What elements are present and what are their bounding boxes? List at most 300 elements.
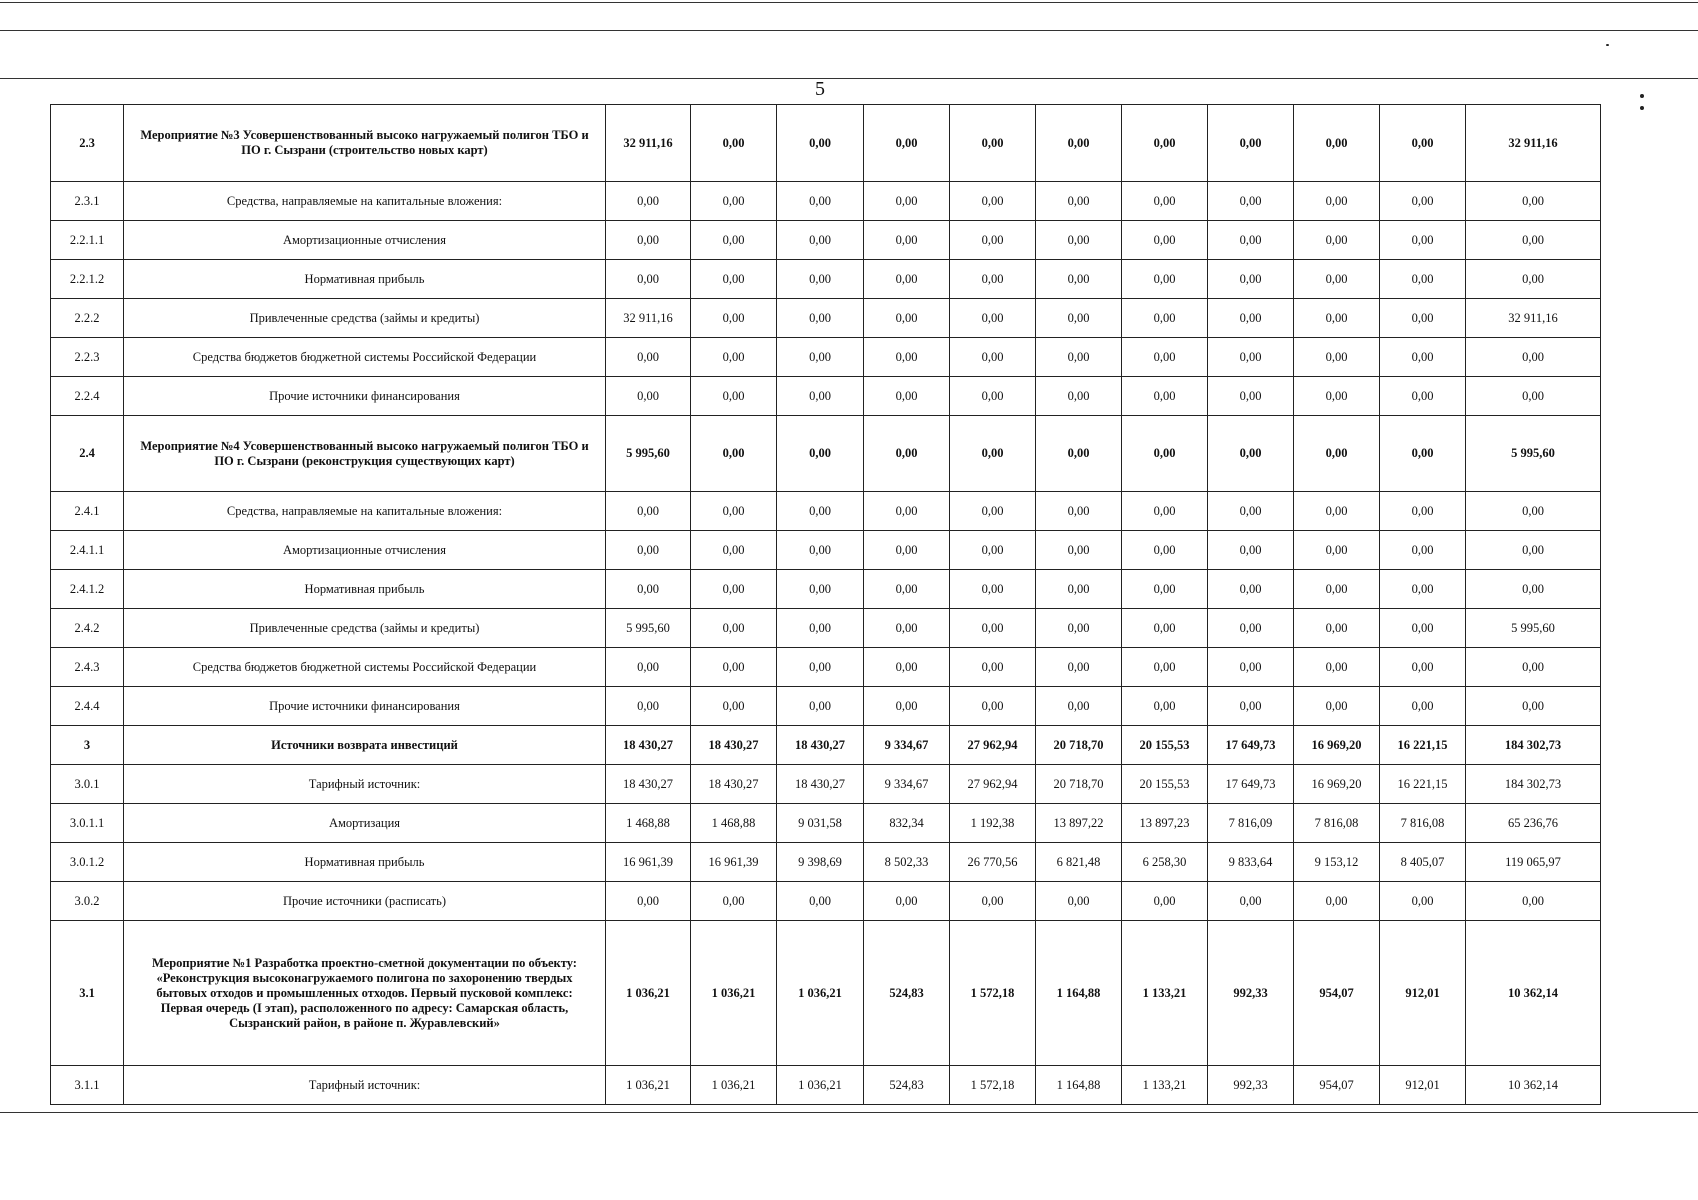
row-value: 5 995,60 [606, 416, 691, 492]
row-total-value: 32 911,16 [1466, 299, 1601, 338]
row-value: 0,00 [1122, 492, 1208, 531]
row-value: 0,00 [1294, 882, 1380, 921]
row-value: 0,00 [606, 221, 691, 260]
table-row [51, 531, 1601, 570]
row-value: 0,00 [606, 338, 691, 377]
row-value: 0,00 [1294, 570, 1380, 609]
row-total-value: 0,00 [1466, 687, 1601, 726]
row-code: 2.4.1.2 [51, 570, 124, 609]
row-value: 1 164,88 [1036, 921, 1122, 1066]
row-value: 0,00 [777, 609, 864, 648]
row-value: 0,00 [691, 299, 777, 338]
row-value: 0,00 [1036, 882, 1122, 921]
row-value: 0,00 [1380, 377, 1466, 416]
row-value: 0,00 [1208, 531, 1294, 570]
row-value: 0,00 [864, 648, 950, 687]
row-value: 0,00 [606, 882, 691, 921]
row-value: 0,00 [1294, 182, 1380, 221]
row-name: Средства бюджетов бюджетной системы Российской Федерации [124, 648, 606, 687]
row-value: 0,00 [1036, 338, 1122, 377]
row-name: Нормативная прибыль [124, 843, 606, 882]
row-value: 0,00 [1036, 492, 1122, 531]
row-value: 0,00 [1294, 687, 1380, 726]
row-total-value: 184 302,73 [1466, 726, 1601, 765]
row-name: Привлеченные средства (займы и кредиты) [124, 609, 606, 648]
row-value: 1 192,38 [950, 804, 1036, 843]
row-value: 1 133,21 [1122, 1066, 1208, 1105]
row-value: 0,00 [950, 299, 1036, 338]
row-value: 1 036,21 [777, 921, 864, 1066]
row-value: 0,00 [691, 648, 777, 687]
table-row [51, 299, 1601, 338]
row-value: 0,00 [950, 416, 1036, 492]
row-value: 0,00 [777, 377, 864, 416]
row-total-value: 5 995,60 [1466, 416, 1601, 492]
row-value: 0,00 [950, 221, 1036, 260]
row-value: 0,00 [1380, 299, 1466, 338]
row-total-value: 32 911,16 [1466, 105, 1601, 182]
table-row [51, 804, 1601, 843]
row-total-value: 0,00 [1466, 570, 1601, 609]
table-row [51, 687, 1601, 726]
row-name: Средства бюджетов бюджетной системы Российской Федерации [124, 338, 606, 377]
row-value: 0,00 [606, 377, 691, 416]
row-name: Прочие источники финансирования [124, 687, 606, 726]
row-value: 0,00 [1294, 609, 1380, 648]
row-name: Амортизация [124, 804, 606, 843]
row-value: 0,00 [777, 338, 864, 377]
row-value: 17 649,73 [1208, 765, 1294, 804]
row-value: 8 502,33 [864, 843, 950, 882]
row-total-value: 10 362,14 [1466, 1066, 1601, 1105]
row-value: 912,01 [1380, 1066, 1466, 1105]
table-row [51, 765, 1601, 804]
row-value: 0,00 [691, 570, 777, 609]
row-code: 2.4.2 [51, 609, 124, 648]
row-code: 2.3 [51, 105, 124, 182]
row-value: 0,00 [950, 338, 1036, 377]
table-row [51, 882, 1601, 921]
row-value: 0,00 [691, 492, 777, 531]
row-value: 0,00 [1208, 377, 1294, 416]
row-total-value: 5 995,60 [1466, 609, 1601, 648]
row-code: 2.2.3 [51, 338, 124, 377]
row-value: 0,00 [1122, 609, 1208, 648]
row-value: 0,00 [1036, 687, 1122, 726]
row-value: 0,00 [1208, 492, 1294, 531]
row-value: 992,33 [1208, 921, 1294, 1066]
row-value: 0,00 [950, 105, 1036, 182]
row-code: 2.4.1 [51, 492, 124, 531]
table-row [51, 377, 1601, 416]
row-value: 0,00 [777, 299, 864, 338]
row-value: 0,00 [864, 609, 950, 648]
table-row [51, 648, 1601, 687]
row-code: 2.4 [51, 416, 124, 492]
scan-speck [1606, 44, 1609, 46]
row-value: 0,00 [1122, 377, 1208, 416]
row-value: 0,00 [691, 609, 777, 648]
row-value: 954,07 [1294, 1066, 1380, 1105]
row-value: 6 821,48 [1036, 843, 1122, 882]
row-value: 16 961,39 [606, 843, 691, 882]
row-name: Средства, направляемые на капитальные вложения: [124, 182, 606, 221]
row-value: 0,00 [1122, 182, 1208, 221]
row-name: Тарифный источник: [124, 1066, 606, 1105]
row-value: 0,00 [606, 260, 691, 299]
row-value: 0,00 [950, 260, 1036, 299]
row-name: Средства, направляемые на капитальные вложения: [124, 492, 606, 531]
row-value: 0,00 [1294, 338, 1380, 377]
row-value: 0,00 [864, 882, 950, 921]
scan-speck [1640, 94, 1644, 98]
row-value: 0,00 [1294, 299, 1380, 338]
row-value: 1 036,21 [777, 1066, 864, 1105]
row-value: 27 962,94 [950, 726, 1036, 765]
row-value: 1 036,21 [691, 921, 777, 1066]
row-name: Мероприятие №3 Усовершенствованный высоко нагружаемый полигон ТБО и ПО г. Сызрани (строительство новых карт) [124, 105, 606, 182]
row-value: 0,00 [1122, 416, 1208, 492]
row-value: 0,00 [950, 492, 1036, 531]
row-value: 0,00 [691, 531, 777, 570]
row-value: 0,00 [1208, 299, 1294, 338]
row-name: Источники возврата инвестиций [124, 726, 606, 765]
row-code: 2.2.1.2 [51, 260, 124, 299]
row-name: Прочие источники (расписать) [124, 882, 606, 921]
row-value: 13 897,23 [1122, 804, 1208, 843]
row-code: 3 [51, 726, 124, 765]
table-row [51, 570, 1601, 609]
row-value: 0,00 [606, 648, 691, 687]
row-value: 0,00 [950, 182, 1036, 221]
table-row [51, 843, 1601, 882]
row-value: 0,00 [1380, 687, 1466, 726]
row-value: 13 897,22 [1036, 804, 1122, 843]
row-value: 0,00 [1122, 260, 1208, 299]
row-value: 0,00 [1208, 687, 1294, 726]
row-value: 0,00 [1122, 648, 1208, 687]
row-value: 0,00 [1036, 416, 1122, 492]
row-value: 1 164,88 [1036, 1066, 1122, 1105]
row-value: 17 649,73 [1208, 726, 1294, 765]
row-value: 0,00 [1294, 260, 1380, 299]
row-value: 16 221,15 [1380, 765, 1466, 804]
row-value: 18 430,27 [691, 765, 777, 804]
row-total-value: 0,00 [1466, 648, 1601, 687]
page-number: 5 [815, 78, 825, 100]
row-value: 0,00 [950, 648, 1036, 687]
row-name: Мероприятие №4 Усовершенствованный высоко нагружаемый полигон ТБО и ПО г. Сызрани (реконструкция существующих карт) [124, 416, 606, 492]
row-value: 18 430,27 [606, 765, 691, 804]
row-value: 16 969,20 [1294, 765, 1380, 804]
row-value: 0,00 [1122, 570, 1208, 609]
row-value: 0,00 [950, 377, 1036, 416]
row-value: 1 468,88 [691, 804, 777, 843]
row-value: 0,00 [1036, 609, 1122, 648]
row-value: 0,00 [950, 687, 1036, 726]
row-value: 0,00 [1294, 416, 1380, 492]
row-total-value: 119 065,97 [1466, 843, 1601, 882]
row-value: 26 770,56 [950, 843, 1036, 882]
row-value: 1 572,18 [950, 1066, 1036, 1105]
row-value: 0,00 [606, 182, 691, 221]
row-value: 524,83 [864, 921, 950, 1066]
row-total-value: 0,00 [1466, 377, 1601, 416]
row-value: 0,00 [1208, 609, 1294, 648]
row-value: 20 718,70 [1036, 726, 1122, 765]
row-value: 1 036,21 [606, 1066, 691, 1105]
row-value: 0,00 [691, 416, 777, 492]
row-value: 20 155,53 [1122, 765, 1208, 804]
row-total-value: 0,00 [1466, 260, 1601, 299]
row-value: 0,00 [1380, 221, 1466, 260]
row-value: 0,00 [1036, 377, 1122, 416]
row-value: 0,00 [1036, 531, 1122, 570]
row-code: 3.0.1 [51, 765, 124, 804]
table-row [51, 416, 1601, 492]
row-value: 0,00 [864, 221, 950, 260]
table-row [51, 221, 1601, 260]
row-value: 0,00 [1380, 338, 1466, 377]
row-value: 0,00 [777, 882, 864, 921]
row-value: 0,00 [1294, 492, 1380, 531]
row-value: 9 153,12 [1294, 843, 1380, 882]
row-code: 2.4.4 [51, 687, 124, 726]
row-value: 0,00 [1380, 492, 1466, 531]
row-value: 18 430,27 [777, 726, 864, 765]
row-code: 2.4.3 [51, 648, 124, 687]
row-value: 0,00 [1208, 260, 1294, 299]
row-code: 3.1.1 [51, 1066, 124, 1105]
row-value: 0,00 [950, 882, 1036, 921]
row-value: 0,00 [1208, 182, 1294, 221]
row-value: 0,00 [1208, 338, 1294, 377]
bottom-rule [0, 1112, 1698, 1113]
row-name: Нормативная прибыль [124, 260, 606, 299]
row-value: 0,00 [1122, 882, 1208, 921]
row-value: 992,33 [1208, 1066, 1294, 1105]
row-value: 0,00 [864, 260, 950, 299]
row-value: 7 816,09 [1208, 804, 1294, 843]
row-value: 0,00 [1036, 105, 1122, 182]
row-value: 9 031,58 [777, 804, 864, 843]
row-value: 0,00 [1294, 377, 1380, 416]
table-row [51, 609, 1601, 648]
row-value: 32 911,16 [606, 299, 691, 338]
header-rule [0, 78, 1698, 79]
row-value: 0,00 [1294, 221, 1380, 260]
table-row [51, 182, 1601, 221]
row-total-value: 0,00 [1466, 182, 1601, 221]
row-value: 0,00 [950, 570, 1036, 609]
row-code: 2.2.2 [51, 299, 124, 338]
row-total-value: 0,00 [1466, 221, 1601, 260]
row-value: 0,00 [777, 105, 864, 182]
table-row [51, 726, 1601, 765]
row-value: 0,00 [1380, 531, 1466, 570]
row-total-value: 0,00 [1466, 882, 1601, 921]
row-total-value: 0,00 [1466, 492, 1601, 531]
row-code: 3.0.1.1 [51, 804, 124, 843]
table-row [51, 1066, 1601, 1105]
table-row [51, 105, 1601, 182]
row-value: 0,00 [1122, 221, 1208, 260]
row-value: 1 468,88 [606, 804, 691, 843]
row-value: 0,00 [1294, 531, 1380, 570]
row-value: 0,00 [777, 492, 864, 531]
row-value: 0,00 [1036, 299, 1122, 338]
row-value: 0,00 [1122, 338, 1208, 377]
row-name: Тарифный источник: [124, 765, 606, 804]
row-value: 0,00 [691, 687, 777, 726]
row-total-value: 184 302,73 [1466, 765, 1601, 804]
row-name: Амортизационные отчисления [124, 221, 606, 260]
row-value: 9 398,69 [777, 843, 864, 882]
row-value: 0,00 [864, 105, 950, 182]
row-value: 0,00 [606, 531, 691, 570]
row-value: 0,00 [777, 570, 864, 609]
row-value: 0,00 [864, 299, 950, 338]
row-value: 0,00 [1122, 299, 1208, 338]
row-value: 0,00 [950, 531, 1036, 570]
row-value: 0,00 [1122, 105, 1208, 182]
row-value: 0,00 [777, 687, 864, 726]
row-value: 524,83 [864, 1066, 950, 1105]
row-value: 0,00 [1208, 416, 1294, 492]
row-value: 7 816,08 [1380, 804, 1466, 843]
row-value: 0,00 [864, 338, 950, 377]
row-value: 0,00 [864, 687, 950, 726]
row-value: 0,00 [864, 416, 950, 492]
row-value: 0,00 [777, 260, 864, 299]
table-row [51, 492, 1601, 531]
row-value: 0,00 [691, 221, 777, 260]
row-value: 0,00 [1380, 182, 1466, 221]
row-value: 1 133,21 [1122, 921, 1208, 1066]
row-value: 32 911,16 [606, 105, 691, 182]
row-value: 832,34 [864, 804, 950, 843]
row-code: 2.2.1.1 [51, 221, 124, 260]
table-row [51, 260, 1601, 299]
row-total-value: 0,00 [1466, 338, 1601, 377]
row-value: 0,00 [1208, 221, 1294, 260]
row-value: 0,00 [1380, 648, 1466, 687]
row-code: 2.4.1.1 [51, 531, 124, 570]
row-value: 18 430,27 [606, 726, 691, 765]
row-value: 0,00 [691, 105, 777, 182]
row-value: 1 572,18 [950, 921, 1036, 1066]
row-value: 0,00 [1208, 570, 1294, 609]
row-value: 20 718,70 [1036, 765, 1122, 804]
row-value: 0,00 [606, 492, 691, 531]
row-code: 2.3.1 [51, 182, 124, 221]
row-value: 0,00 [691, 182, 777, 221]
row-name: Амортизационные отчисления [124, 531, 606, 570]
row-value: 0,00 [1380, 570, 1466, 609]
row-value: 0,00 [1380, 416, 1466, 492]
row-value: 0,00 [864, 531, 950, 570]
top-rule [0, 2, 1698, 3]
row-value: 0,00 [1294, 648, 1380, 687]
row-value: 18 430,27 [777, 765, 864, 804]
row-value: 5 995,60 [606, 609, 691, 648]
row-name: Нормативная прибыль [124, 570, 606, 609]
row-value: 0,00 [691, 377, 777, 416]
row-value: 9 334,67 [864, 726, 950, 765]
row-value: 0,00 [691, 338, 777, 377]
row-value: 1 036,21 [606, 921, 691, 1066]
row-code: 3.1 [51, 921, 124, 1066]
row-code: 2.2.4 [51, 377, 124, 416]
row-value: 0,00 [1036, 221, 1122, 260]
row-value: 0,00 [777, 221, 864, 260]
row-value: 0,00 [864, 377, 950, 416]
row-value: 0,00 [606, 570, 691, 609]
row-value: 0,00 [1380, 609, 1466, 648]
row-name: Мероприятие №1 Разработка проектно-сметной документации по объекту: «Реконструкция высоконагружаемого полигона по захоронению твердых бытовых отходов и промышленных отходов. Первый пусковой комплекс: Первая очередь (I этап), расположенного по адресу: Самарская область, Сызранский район, в районе п. Журавлевский» [124, 921, 606, 1066]
row-value: 7 816,08 [1294, 804, 1380, 843]
row-total-value: 10 362,14 [1466, 921, 1601, 1066]
row-total-value: 0,00 [1466, 531, 1601, 570]
row-value: 0,00 [1380, 882, 1466, 921]
row-value: 0,00 [1294, 105, 1380, 182]
row-name: Прочие источники финансирования [124, 377, 606, 416]
row-value: 0,00 [1122, 531, 1208, 570]
row-value: 0,00 [691, 882, 777, 921]
row-value: 0,00 [864, 182, 950, 221]
row-code: 3.0.2 [51, 882, 124, 921]
row-value: 0,00 [777, 416, 864, 492]
row-value: 0,00 [691, 260, 777, 299]
row-value: 0,00 [1380, 105, 1466, 182]
row-code: 3.0.1.2 [51, 843, 124, 882]
row-value: 0,00 [864, 492, 950, 531]
row-value: 0,00 [950, 609, 1036, 648]
row-value: 20 155,53 [1122, 726, 1208, 765]
row-value: 0,00 [777, 531, 864, 570]
row-value: 8 405,07 [1380, 843, 1466, 882]
row-value: 0,00 [1036, 182, 1122, 221]
row-value: 16 961,39 [691, 843, 777, 882]
row-value: 0,00 [606, 687, 691, 726]
row-value: 9 334,67 [864, 765, 950, 804]
row-value: 27 962,94 [950, 765, 1036, 804]
row-value: 912,01 [1380, 921, 1466, 1066]
row-value: 0,00 [1380, 260, 1466, 299]
row-value: 954,07 [1294, 921, 1380, 1066]
row-value: 0,00 [1208, 648, 1294, 687]
row-value: 0,00 [1036, 260, 1122, 299]
row-value: 0,00 [1208, 882, 1294, 921]
row-name: Привлеченные средства (займы и кредиты) [124, 299, 606, 338]
row-value: 0,00 [777, 182, 864, 221]
row-value: 0,00 [1122, 687, 1208, 726]
row-value: 0,00 [1036, 648, 1122, 687]
row-value: 0,00 [1036, 570, 1122, 609]
row-value: 0,00 [1208, 105, 1294, 182]
row-total-value: 65 236,76 [1466, 804, 1601, 843]
row-value: 1 036,21 [691, 1066, 777, 1105]
scan-speck [1640, 106, 1644, 110]
financing-table [50, 104, 1601, 1105]
row-value: 0,00 [777, 648, 864, 687]
row-value: 6 258,30 [1122, 843, 1208, 882]
upper-rule [0, 30, 1698, 31]
table-row [51, 338, 1601, 377]
row-value: 0,00 [864, 570, 950, 609]
row-value: 16 221,15 [1380, 726, 1466, 765]
row-value: 18 430,27 [691, 726, 777, 765]
